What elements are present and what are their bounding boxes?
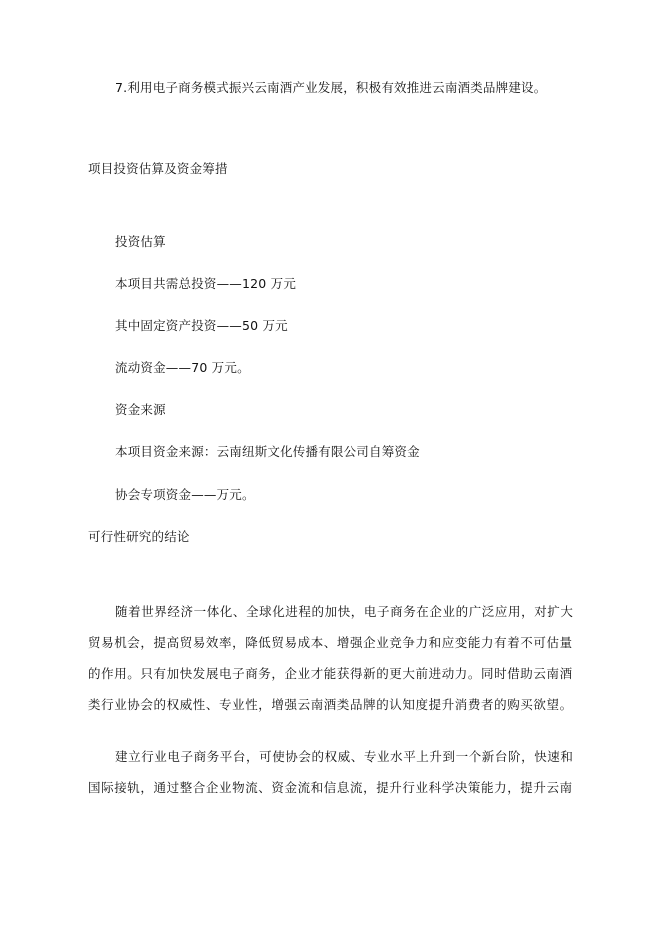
section-heading-investment: 项目投资估算及资金筹措 (88, 161, 228, 176)
paragraph-line: 贸易机会，提高贸易效率，降低贸易成本、增强企业竞争力和应变能力有着不可估量 (88, 635, 573, 650)
paragraph-line: 建立行业电子商务平台，可使协会的权威、专业水平上升到一个新台阶，快速和 (115, 749, 574, 764)
subheading-funding-source: 资金来源 (115, 402, 166, 417)
funding-source-line: 本项目资金来源：云南纽斯文化传播有限公司自筹资金 (115, 444, 420, 459)
conclusion-paragraph-2 (88, 741, 574, 803)
association-fund-line: 协会专项资金——万元。 (115, 487, 255, 502)
paragraph-line: 国际接轨，通过整合企业物流、资金流和信息流，提升行业科学决策能力，提升云南 (88, 780, 573, 795)
intro-list-item: 7.利用电子商务模式振兴云南酒产业发展，积极有效推进云南酒类品牌建设。 (115, 80, 547, 95)
paragraph-line: 类行业协会的权威性、专业性，增强云南酒类品牌的认知度提升消费者的购买欲望。 (88, 697, 573, 712)
paragraph-line: 的作用。只有加快发展电子商务，企业才能获得新的更大前进动力。同时借助云南酒 (88, 666, 573, 681)
conclusion-paragraph-1 (88, 596, 574, 720)
paragraph-line: 随着世界经济一体化、全球化进程的加快，电子商务在企业的广泛应用，对扩大 (115, 604, 574, 619)
total-investment-line: 本项目共需总投资——120 万元 (115, 276, 297, 291)
subheading-investment-estimate: 投资估算 (115, 234, 166, 249)
fixed-assets-line: 其中固定资产投资——50 万元 (115, 318, 288, 333)
working-capital-line: 流动资金——70 万元。 (115, 360, 250, 375)
section-heading-conclusion: 可行性研究的结论 (88, 529, 190, 544)
